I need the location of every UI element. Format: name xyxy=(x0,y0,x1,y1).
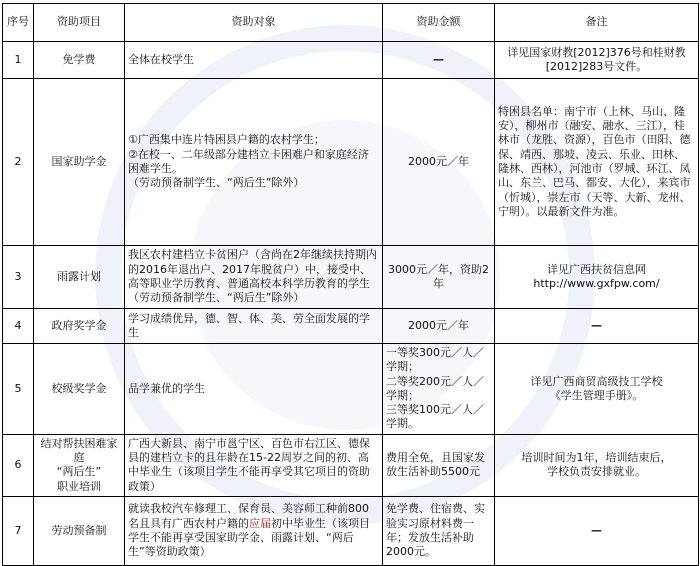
cell-target: 学习成绩优异，德、智、体、美、劳全面发展的学生 xyxy=(125,309,383,344)
cell-amount: 2000元／年 xyxy=(383,79,495,246)
cell-note xyxy=(495,246,699,309)
table-row xyxy=(3,309,699,344)
funding-table xyxy=(2,3,699,566)
cell-target xyxy=(125,79,383,246)
target-line: ②在校一、二年级部分建档立卡困难户和家庭经济困难学生。 xyxy=(128,147,369,175)
cell-project: 雨露计划 xyxy=(34,246,125,309)
note-line: 详见广西扶贫信息网 xyxy=(547,262,646,276)
table-row xyxy=(3,246,699,309)
cell-project: 国家助学金 xyxy=(34,79,125,246)
cell-project xyxy=(34,434,125,496)
cell-target: 我区农村建档立卡贫困户（含尚在2年继续扶持期内的2016年退出户、2017年脱贫户）中，接受中、高等职业学历教育、普通高校本科学历教育的学生（劳动预备制学生、“两后生”除外） xyxy=(125,246,383,309)
cell-no: 3 xyxy=(3,246,34,309)
cell-amount: 2000元／年 xyxy=(383,309,495,344)
project-line: 职业培训 xyxy=(57,479,101,493)
target-highlight: 应届 xyxy=(249,516,271,530)
project-line: 结对帮扶困难家庭 xyxy=(40,436,118,465)
cell-target: 品学兼优的学生 xyxy=(125,344,383,435)
cell-no: 1 xyxy=(3,42,34,79)
table-row xyxy=(3,79,699,246)
cell-no: 5 xyxy=(3,344,34,435)
table-row xyxy=(3,42,699,79)
cell-no: 7 xyxy=(3,496,34,565)
cell-amount: 免学费、住宿费、实验实习原材料费一年；发放生活补助2000元。 xyxy=(383,496,495,565)
cell-amount: 费用全免，且国家发放生活补助5500元 xyxy=(383,434,495,496)
note-line: 《学生管理手册》。 xyxy=(549,388,644,402)
cell-no: 4 xyxy=(3,309,34,344)
cell-note xyxy=(495,434,699,496)
amount-line: 一等奖300元／人／学期； xyxy=(386,346,484,374)
table-header-row xyxy=(3,4,699,42)
target-text: 就读我校汽车修理工、保育员、美容师工种前800名且具有广西农村户籍的 xyxy=(128,502,369,530)
note-link[interactable]: http://www.gxfpw.com/ xyxy=(533,277,660,290)
target-text: 初中毕业生（该项目学生不能再享受国家助学金、雨露计划、“两后生”等资助政策） xyxy=(128,516,370,559)
amount-line: 三等奖100元／人／学期。 xyxy=(386,403,484,431)
target-line: ①广西集中连片特困县户籍的农村学生； xyxy=(128,133,325,147)
cell-no: 2 xyxy=(3,79,34,246)
cell-target xyxy=(125,496,383,565)
cell-note xyxy=(495,344,699,435)
cell-note: 详见国家财教[2012]376号和桂财教[2012]283号文件。 xyxy=(495,42,699,79)
header-target: 资助对象 xyxy=(125,4,383,42)
cell-project: 劳动预备制 xyxy=(34,496,125,565)
cell-note: — xyxy=(495,309,699,344)
table-row xyxy=(3,434,699,496)
note-line: 培训时间为1年，培训结束后， xyxy=(521,451,672,465)
amount-line: 二等奖200元／人／学期； xyxy=(386,374,484,402)
table-row xyxy=(3,344,699,435)
cell-note: 特困县名单：南宁市（上林、马山、隆安），柳州市（融安、融水、三江），桂林市（龙胜、资源），百色市（田阳、德保、靖西、那坡、凌云、乐业、田林、隆林、西林），河池市（罗城、环江、凤山、东兰、巴马、都安、大化），来宾市（忻城），崇左市（天等、大新、龙州、宁明）。以最新文件为准。 xyxy=(495,79,699,246)
header-amount: 资助金额 xyxy=(383,4,495,42)
table-row xyxy=(3,496,699,565)
header-no: 序号 xyxy=(3,4,34,42)
note-line: 详见广西商贸高级技工学校 xyxy=(530,374,663,388)
header-note: 备注 xyxy=(495,4,699,42)
cell-amount: — xyxy=(383,42,495,79)
header-project: 资助项目 xyxy=(34,4,125,42)
cell-target: 广西大新县、南宁市邕宁区、百色市右江区、德保县的建档立卡的且年龄在15-22周岁之间的初、高中毕业生（该项目学生不能再享受其它项目的资助政策） xyxy=(125,434,383,496)
cell-amount: 3000元／年，资助2年 xyxy=(383,246,495,309)
cell-target: 全体在校学生 xyxy=(125,42,383,79)
cell-project: 校级奖学金 xyxy=(34,344,125,435)
cell-amount xyxy=(383,344,495,435)
note-line: 学校负责安排就业。 xyxy=(547,465,646,479)
cell-project: 免学费 xyxy=(34,42,125,79)
target-line: （劳动预备制学生、“两后生”除外） xyxy=(128,176,305,190)
cell-note: — xyxy=(495,496,699,565)
cell-project: 政府奖学金 xyxy=(34,309,125,344)
cell-no: 6 xyxy=(3,434,34,496)
project-line: “两后生” xyxy=(56,465,102,479)
